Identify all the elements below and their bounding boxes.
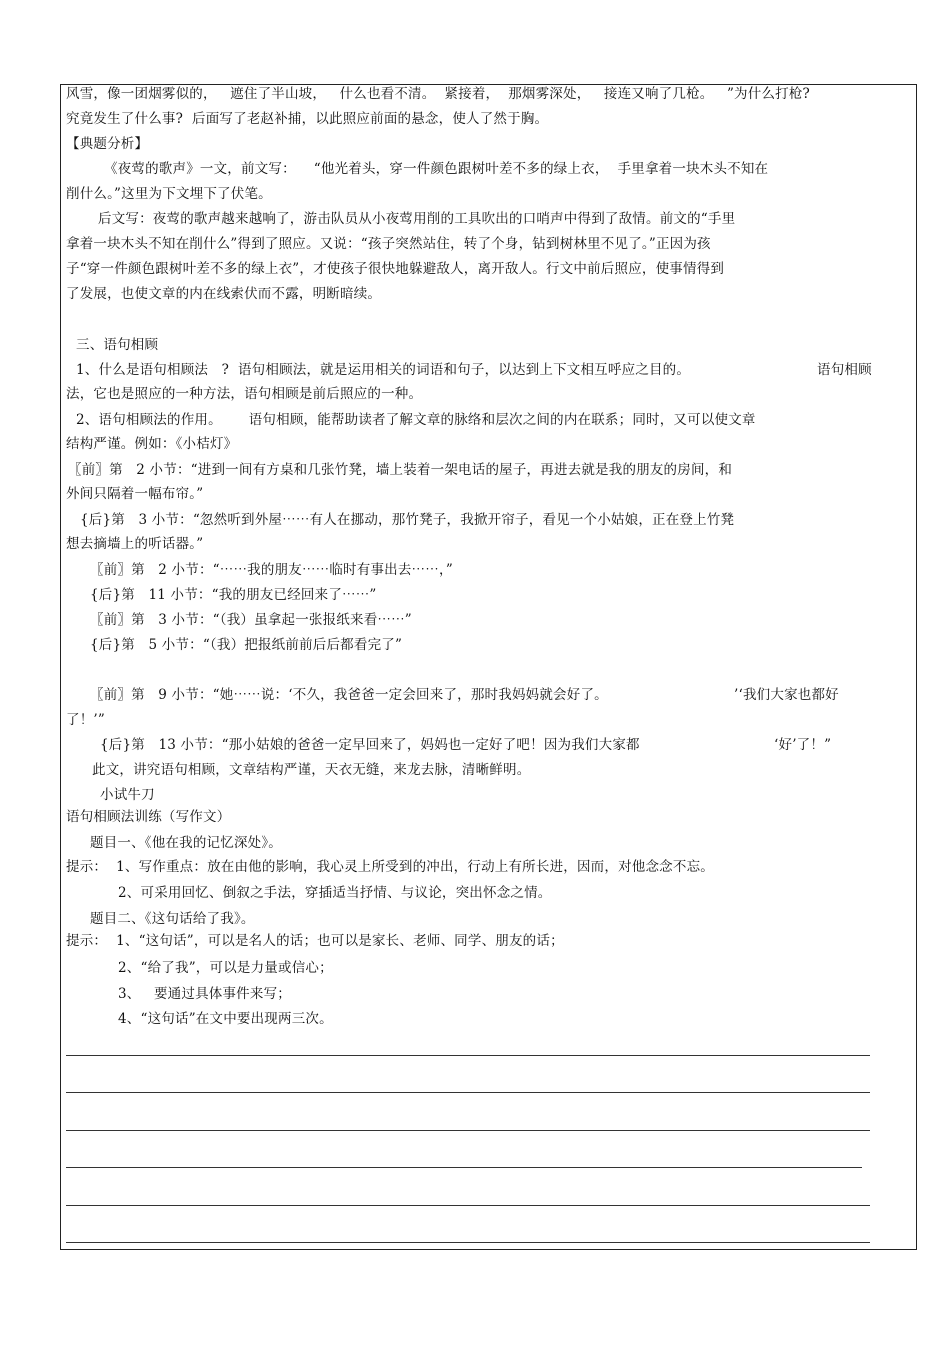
text-line: 了！’”: [66, 712, 105, 728]
text-line: 语句相顾法训练（写作文）: [66, 809, 231, 825]
text-line: 1、什么是语句相顾法 ? 语句相顾法，就是运用相关的词语和句子，以达到上下文相互呼应之目的。: [76, 362, 691, 378]
text-line: 题目二、《这句话给了我》。: [90, 911, 255, 927]
text-line: 《夜莺的歌声》一文，前文写： “他光着头，穿一件颜色跟树叶差不多的绿上衣， 手里拿着一块木头不知在: [104, 161, 769, 177]
writing-line[interactable]: [66, 1167, 862, 1168]
text-line: ’‘我们大家也都好: [734, 687, 839, 703]
text-line: ‘好’了！”: [774, 737, 832, 753]
text-line: 后文写：夜莺的歌声越来越响了，游击队员从小夜莺用削的工具吹出的口哨声中得到了敌情。前文的“手里: [98, 211, 736, 227]
text-line: 4、“这句话”在文中要出现两三次。: [118, 1011, 333, 1027]
text-line: 削什么。”这里为下文埋下了伏笔。: [66, 186, 272, 202]
text-line: 风雪，像一团烟雾似的， 遮住了半山坡， 什么也看不清。 紧接着， 那烟雾深处， 接连又响了几枪。 ”为什么打枪?: [66, 86, 810, 102]
text-line: 子“穿一件颜色跟树叶差不多的绿上衣”，才使孩子很快地躲避敌人，离开敌人。行文中前后照应，使事情得到: [66, 261, 725, 277]
text-line: 提示： 1、写作重点：放在由他的影响，我心灵上所受到的冲出，行动上有所长进，因而，对他念念不忘。: [66, 859, 714, 875]
text-line: 拿着一块木头不知在削什么”得到了照应。又说：“孩子突然站住，转了个身，钻到树林里不见了。”正因为孩: [66, 236, 711, 252]
text-line: 究竟发生了什么事? 后面写了老赵补捕，以此照应前面的悬念，使人了然于胸。: [66, 111, 549, 127]
section-heading: 【典题分析】: [66, 136, 149, 152]
writing-line[interactable]: [66, 1055, 870, 1056]
section-heading: 三、语句相顾: [76, 337, 159, 353]
text-line: 〖前〗第 2 小节：“⋯⋯我的朋友⋯⋯临时有事出去⋯⋯，”: [90, 562, 454, 578]
text-line: 语句相顾: [817, 362, 872, 378]
writing-line[interactable]: [66, 1205, 870, 1206]
text-line: 2、语句相顾法的作用。 语句相顾，能帮助读者了解文章的脉络和层次之间的内在联系；同时，又可以使文章: [76, 412, 756, 428]
text-line: 3、 要通过具体事件来写；: [118, 986, 291, 1002]
text-line: 〖前〗第 2 小节：“进到一间有方桌和几张竹凳，墙上装着一架电话的屋子，再进去就是我的朋友的房间，和: [68, 462, 733, 478]
writing-line[interactable]: [66, 1242, 870, 1243]
writing-line[interactable]: [66, 1092, 870, 1093]
text-line: 〖前〗第 3 小节：“（我）虽拿起一张报纸来看⋯⋯”: [90, 612, 412, 628]
text-line: {后}第 3 小节：“忽然听到外屋⋯⋯有人在挪动，那竹凳子，我掀开帘子，看见一个小姑娘，正在登上竹凳: [80, 512, 735, 528]
text-line: 了发展，也使文章的内在线索伏而不露，明断暗续。: [66, 286, 382, 302]
text-line: 2、“给了我”，可以是力量或信心；: [118, 960, 333, 976]
text-line: 法，它也是照应的一种方法，语句相顾是前后照应的一种。: [66, 386, 423, 402]
text-line: 提示： 1、“这句话”，可以是名人的话；也可以是家长、老师、同学、朋友的话；: [66, 933, 564, 949]
text-line: 外间只隔着一幅布帘。”: [66, 486, 204, 502]
text-line: {后}第 13 小节：“那小姑娘的爸爸一定早回来了，妈妈也一定好了吧！因为我们大家都: [100, 737, 640, 753]
text-line: 结构严谨。例如：《小桔灯》: [66, 436, 238, 452]
section-heading: 小试牛刀: [100, 787, 155, 803]
text-line: 〖前〗第 9 小节：“她⋯⋯说：‘不久，我爸爸一定会回来了，那时我妈妈就会好了。: [90, 687, 608, 703]
text-line: {后}第 5 小节：“（我）把报纸前前后后都看完了”: [90, 637, 403, 653]
text-line: {后}第 11 小节：“我的朋友已经回来了⋯⋯”: [90, 587, 377, 603]
text-line: 题目一、《他在我的记忆深处》。: [90, 835, 282, 851]
page-border: [60, 84, 917, 1250]
writing-line[interactable]: [66, 1130, 870, 1131]
text-line: 此文，讲究语句相顾，文章结构严谨，天衣无缝，来龙去脉，清晰鲜明。: [92, 762, 531, 778]
text-line: 想去摘墙上的听话器。”: [66, 536, 204, 552]
text-line: 2、可采用回忆、倒叙之手法，穿插适当抒情、与议论，突出怀念之情。: [118, 885, 552, 901]
